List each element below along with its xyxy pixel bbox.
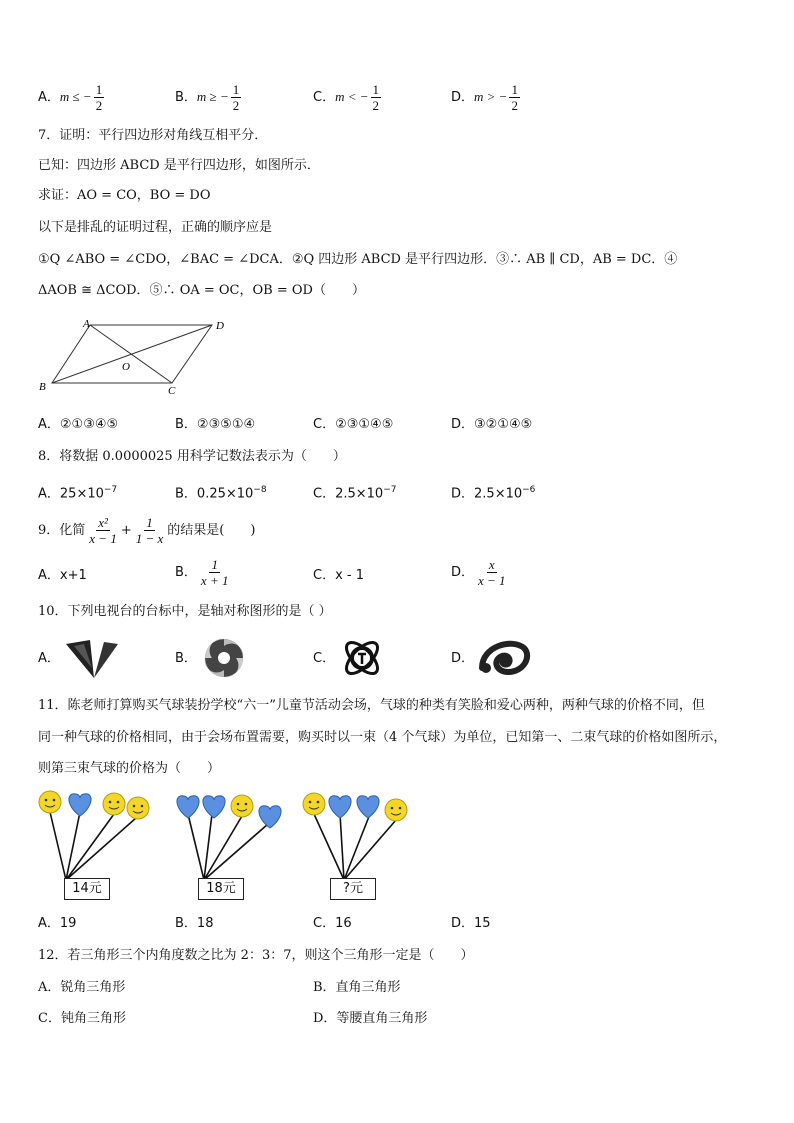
denominator: x + 1 <box>200 573 229 588</box>
option-expr: m ≤ − <box>59 89 92 104</box>
q7-option-c: C．②③①④⑤ <box>313 417 394 432</box>
denominator: 2 <box>232 98 240 113</box>
tv-logo-c-image <box>340 636 384 680</box>
vertex-label-a: A <box>83 318 90 330</box>
diagonal-bd <box>52 325 212 383</box>
q7-option-a: A．②①③④⑤ <box>38 417 119 432</box>
option-letter: C． <box>313 90 336 105</box>
q10-title: 10．下列电视台的台标中，是轴对称图形的是（ ） <box>38 604 332 619</box>
q8-option-b <box>175 485 267 502</box>
denominator: 2 <box>95 98 103 113</box>
fraction <box>134 515 166 546</box>
bunch-1-price-label: 14元 <box>64 878 110 900</box>
numerator: 1 <box>95 82 103 97</box>
option-exponent: −7 <box>383 485 397 495</box>
q9-option-c: C．x - 1 <box>313 568 364 583</box>
q9-option-d <box>451 557 510 588</box>
option-exponent: −8 <box>253 485 267 495</box>
option-letter: B． <box>175 486 197 502</box>
q9-suffix: 的结果是( ) <box>167 523 256 538</box>
fraction <box>476 557 508 588</box>
q6-option-d <box>451 82 522 113</box>
bunch-2-price-label: 18元 <box>198 878 244 900</box>
q9-stem <box>38 515 255 546</box>
q7-steps-line2: ΔAOB ≅ ΔCOD．⑤∴ OA = OC，OB = OD（ ） <box>38 283 365 298</box>
numerator: x² <box>98 515 108 530</box>
numerator: x <box>488 557 495 572</box>
q10-option-c: C． <box>313 651 336 666</box>
option-letter: A． <box>38 90 60 105</box>
q6-option-c <box>313 82 383 113</box>
numerator: 1 <box>146 515 153 530</box>
q9-option-a: A．x+1 <box>38 568 87 583</box>
fraction <box>94 82 105 113</box>
q10-option-a: A． <box>38 651 60 666</box>
option-letter: D． <box>451 486 475 502</box>
fraction <box>87 515 119 546</box>
q8-option-d <box>451 485 535 502</box>
q11-option-b: B．18 <box>175 916 214 931</box>
q9-option-b <box>175 557 232 588</box>
option-base: 25×10 <box>59 486 104 502</box>
numerator: 1 <box>372 82 380 97</box>
option-letter: D． <box>451 90 475 105</box>
option-base: 2.5×10 <box>335 486 384 502</box>
center-label-o: O <box>122 361 130 373</box>
q11-line2: 同一种气球的价格相同，由于会场布置需要，购买时以一束（4 个气球）为单位，已知第一、二束气球的价格如图所示， <box>38 730 727 745</box>
q12-title: 12．若三角形三个内角度数之比为 2：3：7，则这个三角形一定是（ ） <box>38 948 474 963</box>
denominator: 2 <box>372 98 380 113</box>
fraction <box>199 557 231 588</box>
q7-intro: 以下是排乱的证明过程，正确的顺序应是 <box>38 220 273 235</box>
q7-given: 已知：四边形 ABCD 是平行四边形，如图所示． <box>38 158 320 173</box>
q12-option-d: D．等腰直角三角形 <box>313 1011 428 1026</box>
q7-option-b: B．②③⑤①④ <box>175 417 256 432</box>
option-base: 0.25×10 <box>196 486 254 502</box>
fraction <box>231 82 242 113</box>
option-base: 2.5×10 <box>474 486 523 502</box>
tv-logo-b-image <box>202 636 246 680</box>
q7-steps-line1: ①Q ∠ABO = ∠CDO，∠BAC = ∠DCA．②Q 四边形 ABCD 是平行四边形．③∴ AB ∥ CD，AB = DC．④ <box>38 252 678 267</box>
q11-option-c: C．16 <box>313 916 352 931</box>
q11-line1: 11．陈老师打算购买气球装扮学校“六一”儿童节活动会场，气球的种类有笑脸和爱心两种，两种气球的价格不同，但 <box>38 698 705 713</box>
vertex-label-b: B <box>39 381 46 393</box>
fraction <box>371 82 382 113</box>
numerator: 1 <box>232 82 240 97</box>
numerator: 1 <box>211 557 218 572</box>
q7-option-d: D．③②①④⑤ <box>451 417 533 432</box>
balloon-bunch-3-image <box>300 788 430 888</box>
option-letter: A． <box>38 486 60 502</box>
parallelogram-figure <box>36 315 236 395</box>
denominator: x − 1 <box>89 531 117 546</box>
q10-option-d: D． <box>451 651 475 666</box>
q8-title: 8．将数据 0.0000025 用科学记数法表示为（ ） <box>38 449 346 464</box>
q11-option-d: D．15 <box>451 916 491 931</box>
bunch-3-price-label: ?元 <box>330 878 376 900</box>
plus-sign: + <box>120 523 132 538</box>
vertex-label-d: D <box>216 320 224 332</box>
vertex-label-c: C <box>168 385 176 395</box>
balloon-bunch-2-image <box>170 788 300 888</box>
tv-logo-a-image <box>64 638 120 682</box>
balloon-bunch-1-image <box>36 788 166 888</box>
option-expr: m ≥ − <box>196 89 229 104</box>
q10-option-b: B． <box>175 651 197 666</box>
option-expr: m < − <box>335 89 369 104</box>
option-exponent: −7 <box>103 485 118 495</box>
q8-option-c <box>313 485 396 502</box>
option-expr: m > − <box>474 89 508 104</box>
q9-prefix: 9．化简 <box>38 523 86 538</box>
q11-option-a: A．19 <box>38 916 77 931</box>
option-letter: B． <box>175 565 197 580</box>
option-letter: D． <box>451 565 475 580</box>
numerator: 1 <box>511 82 518 97</box>
q6-option-b <box>175 82 243 113</box>
denominator: 2 <box>511 98 518 113</box>
option-letter: B． <box>175 90 197 105</box>
option-exponent: −6 <box>522 485 536 495</box>
q6-option-a <box>38 82 106 113</box>
fraction <box>509 82 520 113</box>
q8-option-a <box>38 485 117 502</box>
denominator: x − 1 <box>478 573 506 588</box>
q12-option-b: B．直角三角形 <box>313 980 401 995</box>
option-letter: C． <box>313 486 336 502</box>
tv-logo-d-image <box>478 638 532 678</box>
q7-title: 7．证明：平行四边形对角线互相平分． <box>38 128 268 143</box>
q11-line3: 则第三束气球的价格为（ ） <box>38 761 221 776</box>
q7-prove: 求证：AO = CO，BO = DO <box>38 188 211 203</box>
denominator: 1 − x <box>135 531 164 546</box>
q12-option-a: A．锐角三角形 <box>38 980 126 995</box>
q12-option-c: C．钝角三角形 <box>38 1011 126 1026</box>
